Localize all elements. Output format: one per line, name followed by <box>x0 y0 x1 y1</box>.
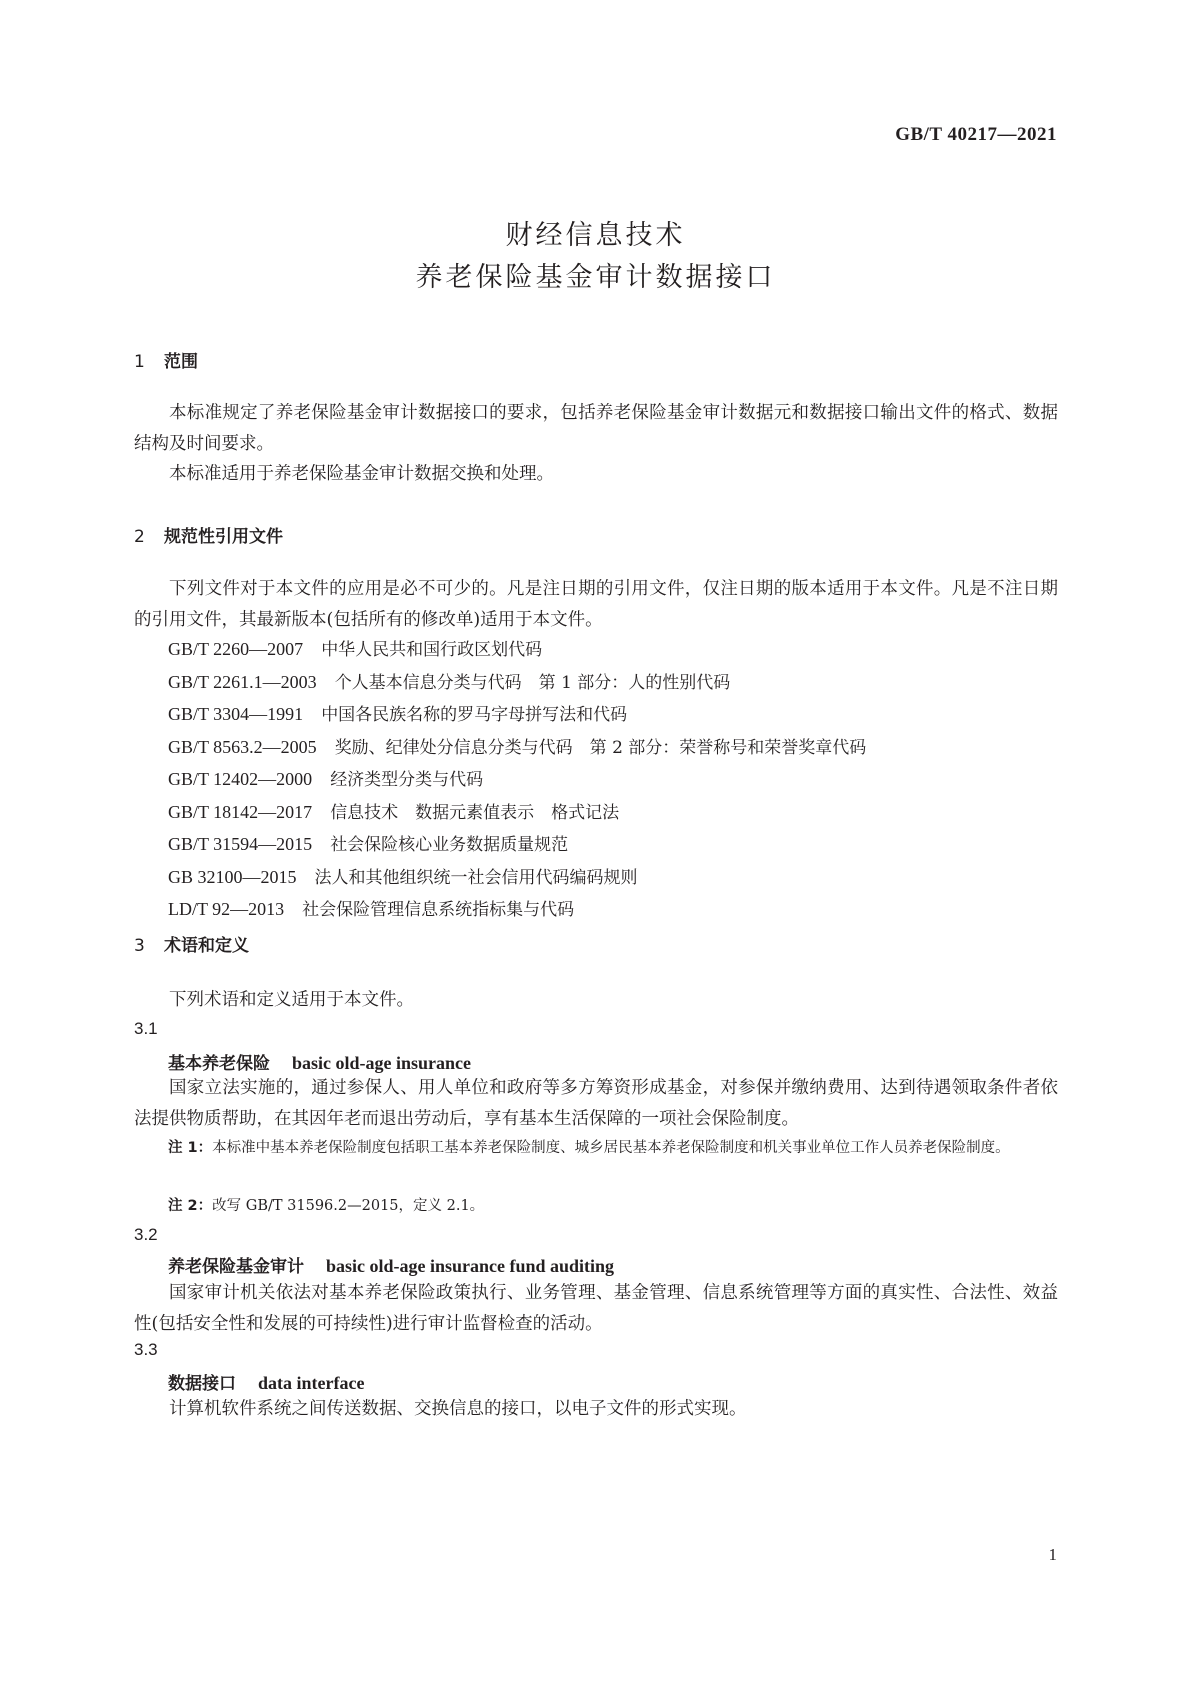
reference-list <box>168 634 866 927</box>
term-name-en: basic old-age insurance <box>292 1053 472 1073</box>
reference-code: GB/T 8563.2—2005 <box>168 736 317 757</box>
term-3-2-name <box>168 1252 614 1277</box>
section-3-number: 3 <box>134 936 145 956</box>
reference-title: 法人和其他组织统一社会信用代码编码规则 <box>314 867 638 888</box>
note-label: 注 2： <box>168 1198 213 1214</box>
reference-item <box>168 797 866 830</box>
reference-code: GB/T 12402—2000 <box>168 769 313 789</box>
term-name-cn: 基本养老保险 <box>168 1054 270 1074</box>
document-title-line1: 财经信息技术 <box>505 220 686 251</box>
term-name-en: data interface <box>258 1373 365 1393</box>
reference-code: GB/T 2261.1—2003 <box>168 671 317 692</box>
terms-intro: 下列术语和定义适用于本文件。 <box>169 990 414 1010</box>
section-3-heading <box>134 931 249 956</box>
term-3-3-definition: 计算机软件系统之间传送数据、交换信息的接口，以电子文件的形式实现。 <box>169 1399 747 1419</box>
reference-title: 信息技术 数据元素值表示 格式记法 <box>330 802 620 823</box>
section-1-heading <box>134 347 198 372</box>
reference-code: GB 32100—2015 <box>168 866 297 887</box>
note-label: 注 1： <box>168 1140 213 1156</box>
reference-code: GB/T 31594—2015 <box>168 834 313 854</box>
reference-title: 中国各民族名称的罗马字母拼写法和代码 <box>321 705 628 725</box>
term-3-1-number: 3.1 <box>134 1019 158 1038</box>
section-2-heading <box>134 522 283 547</box>
term-3-1-note-2 <box>168 1193 1058 1220</box>
term-3-3-name <box>168 1369 364 1394</box>
term-name-cn: 养老保险基金审计 <box>168 1257 304 1277</box>
section-1-number: 1 <box>134 352 145 372</box>
term-3-2-definition: 国家审计机关依法对基本养老保险政策执行、业务管理、基金管理、信息系统管理等方面的真实性、合法性、效益性(包括安全性和发展的可持续性)进行审计监督检查的活动。 <box>134 1283 1058 1334</box>
term-name-cn: 数据接口 <box>168 1374 236 1394</box>
term-3-1-definition: 国家立法实施的，通过参保人、用人单位和政府等多方筹资形成基金，对参保并缴纳费用、达到待遇领取条件者依法提供物质帮助，在其因年老而退出劳动后，享有基本生活保障的一项社会保险制度。 <box>134 1078 1058 1129</box>
term-name-en: basic old-age insurance fund auditing <box>326 1256 615 1276</box>
reference-code: GB/T 18142—2017 <box>168 801 313 822</box>
reference-item <box>168 764 866 797</box>
reference-title: 奖励、纪律处分信息分类与代码 第 2 部分：荣誉称号和荣誉奖章代码 <box>334 737 867 758</box>
document-title-line2: 养老保险基金审计数据接口 <box>415 262 776 293</box>
references-intro: 下列文件对于本文件的应用是必不可少的。凡是注日期的引用文件，仅注日期的版本适用于本文件。凡是不注日期的引用文件，其最新版本(包括所有的修改单)适用于本文件。 <box>134 579 1058 630</box>
reference-title: 中华人民共和国行政区划代码 <box>321 640 543 660</box>
reference-title: 个人基本信息分类与代码 第 1 部分：人的性别代码 <box>334 672 731 693</box>
standard-code: GB/T 40217—2021 <box>895 124 1057 145</box>
reference-item <box>168 699 866 732</box>
term-3-2-number: 3.2 <box>134 1225 158 1244</box>
reference-title: 经济类型分类与代码 <box>330 770 484 790</box>
reference-item <box>168 862 866 895</box>
reference-code: GB/T 3304—1991 <box>168 704 304 724</box>
section-1-title: 范围 <box>164 352 198 372</box>
note-text: 改写 GB/T 31596.2—2015，定义 2.1。 <box>212 1198 485 1214</box>
section-3-title: 术语和定义 <box>164 936 249 956</box>
reference-item <box>168 732 866 765</box>
reference-item <box>168 894 866 927</box>
reference-title: 社会保险核心业务数据质量规范 <box>330 835 569 855</box>
term-3-3-number: 3.3 <box>134 1340 158 1359</box>
reference-title: 社会保险管理信息系统指标集与代码 <box>302 900 575 920</box>
reference-item <box>168 634 866 667</box>
note-text: 本标准中基本养老保险制度包括职工基本养老保险制度、城乡居民基本养老保险制度和机关事业单位工作人员养老保险制度。 <box>212 1140 1010 1156</box>
term-3-1-name <box>168 1049 471 1074</box>
term-3-1-note-1 <box>168 1135 1058 1162</box>
section-2-number: 2 <box>134 527 145 547</box>
page-number: 1 <box>1048 1545 1057 1564</box>
scope-paragraph-2: 本标准适用于养老保险基金审计数据交换和处理。 <box>169 464 554 484</box>
reference-item <box>168 829 866 862</box>
reference-item <box>168 667 866 700</box>
reference-code: GB/T 2260—2007 <box>168 639 304 659</box>
reference-code: LD/T 92—2013 <box>168 899 285 919</box>
section-2-title: 规范性引用文件 <box>164 527 283 547</box>
scope-paragraph-1: 本标准规定了养老保险基金审计数据接口的要求，包括养老保险基金审计数据元和数据接口输出文件的格式、数据结构及时间要求。 <box>134 403 1058 454</box>
